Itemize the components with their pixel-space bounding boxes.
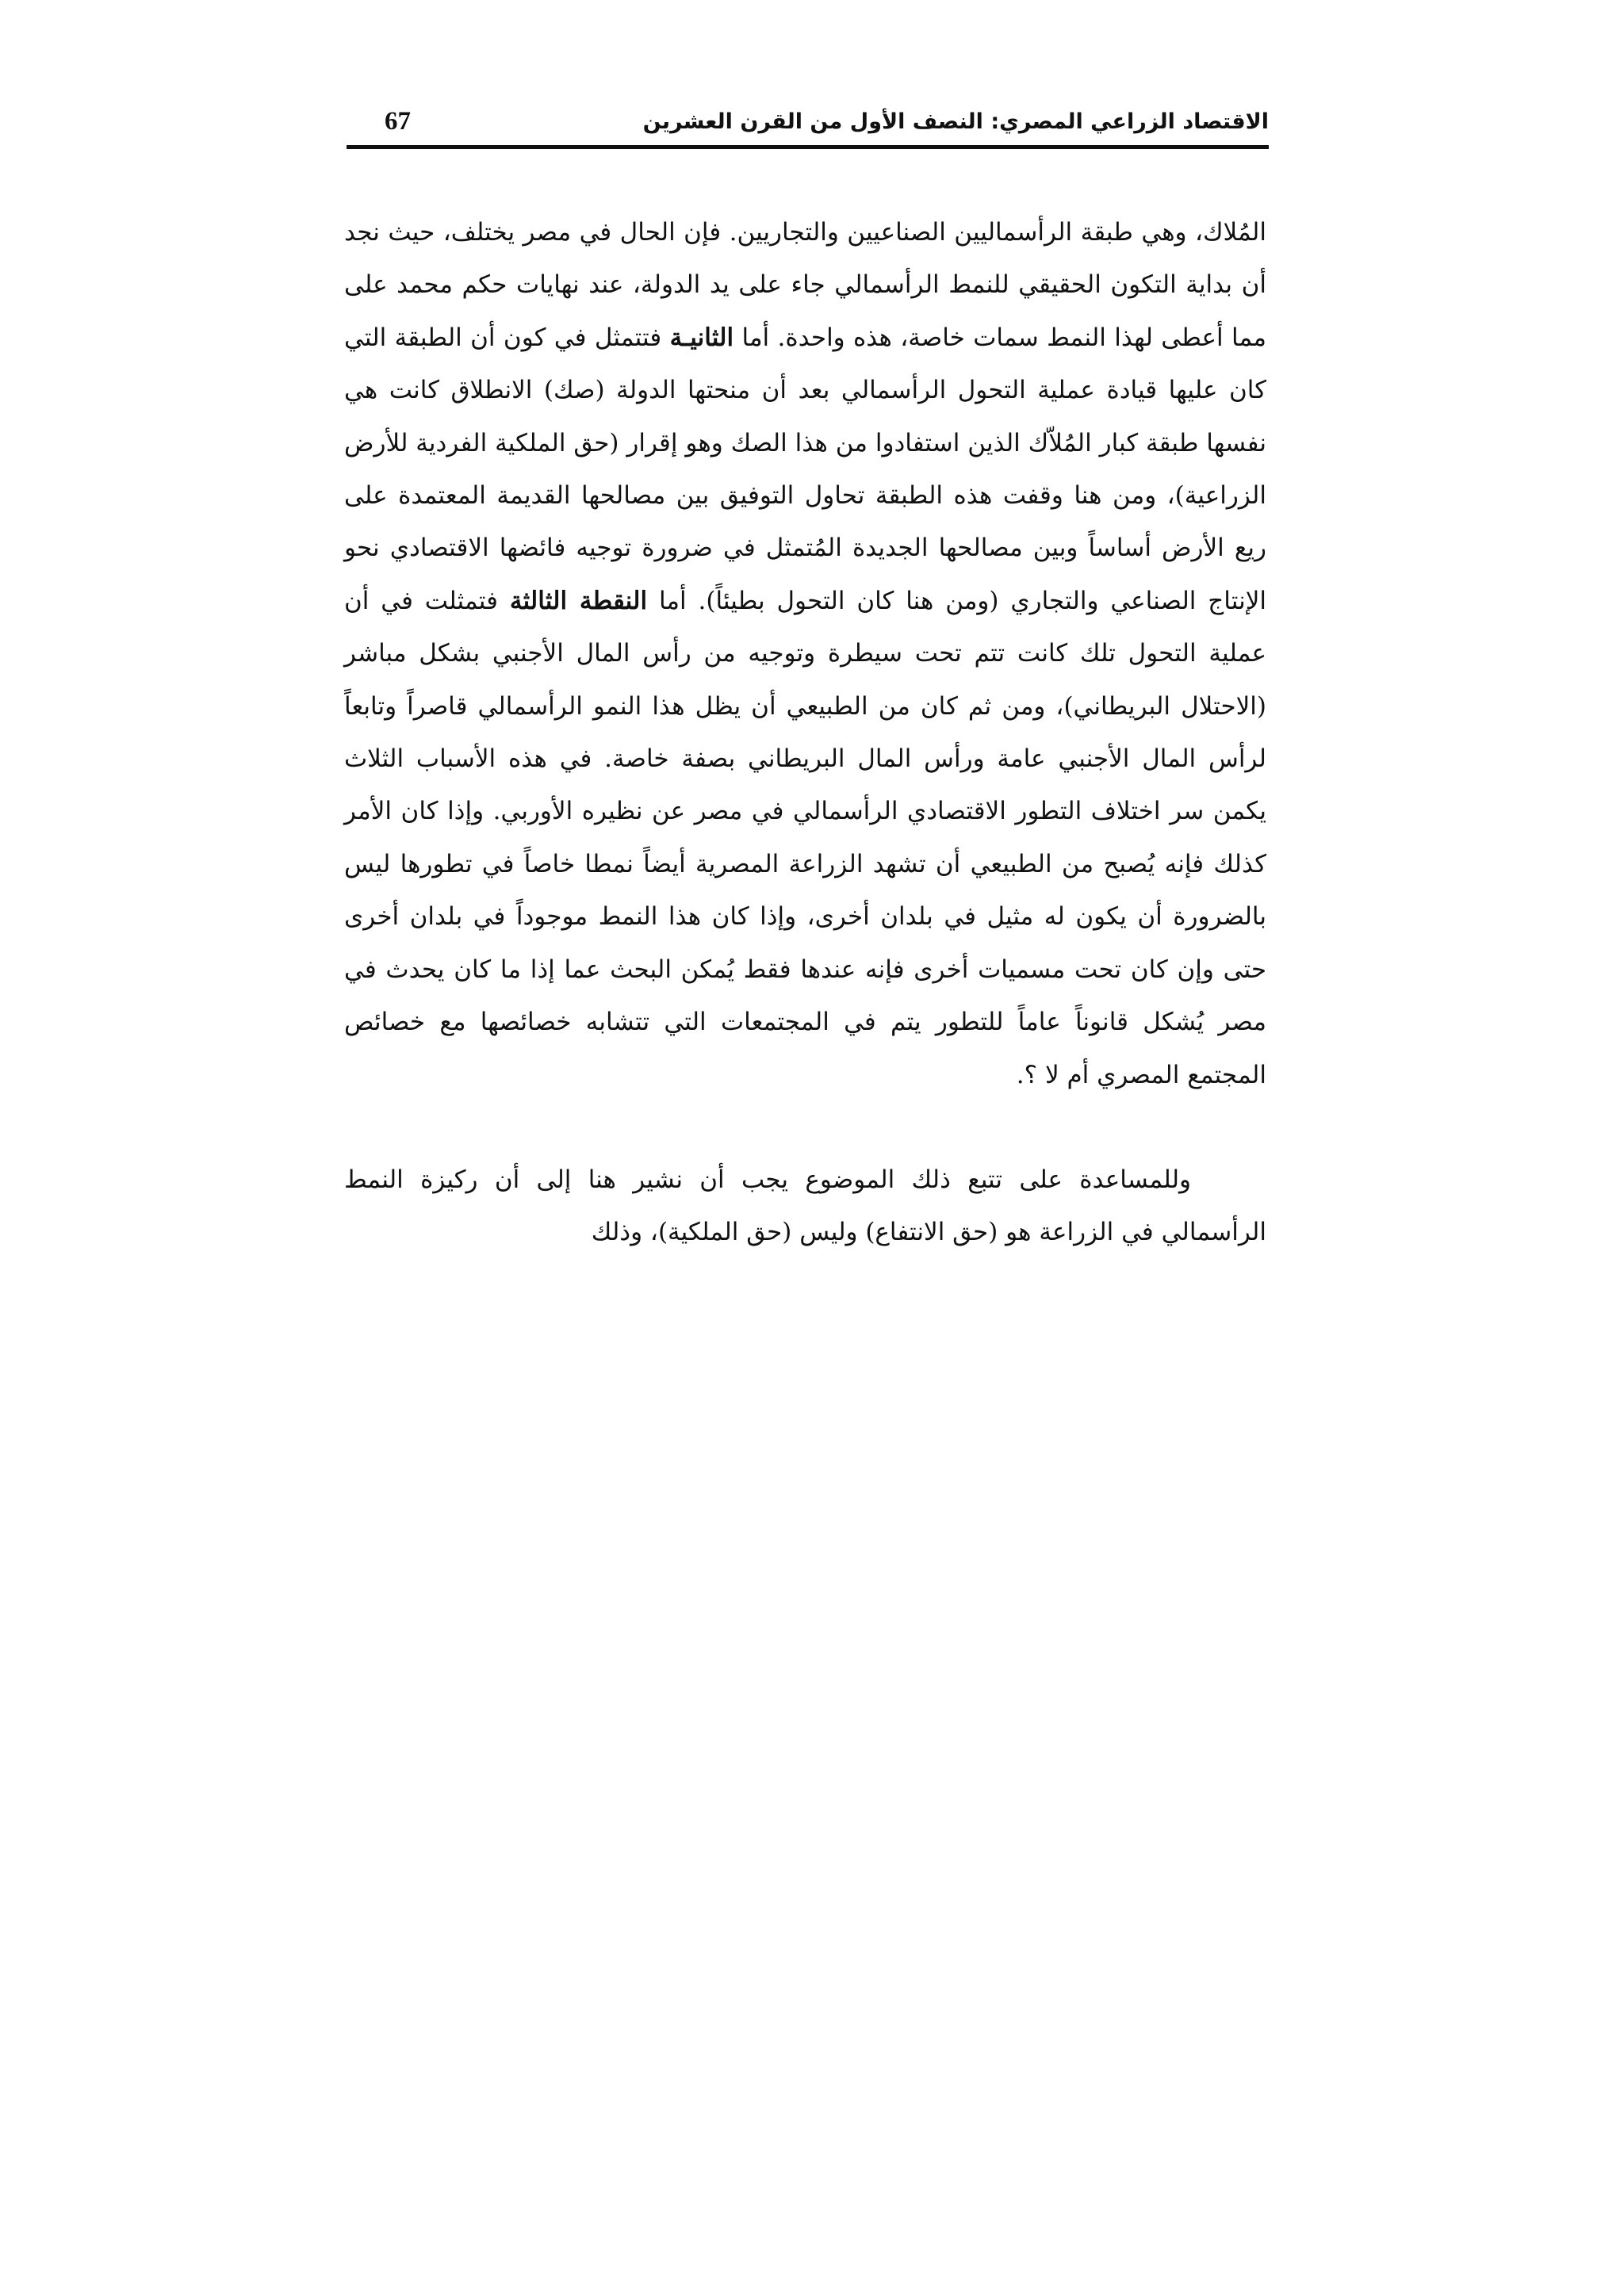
emphasis-third-point: النقطة الثالثة bbox=[509, 586, 648, 615]
paragraph-1-part-1: المُلاك، وهي طبقة الرأسماليين الصناعيين والتجاريين. فإن الحال في مصر يختلف، حيث نجد أن بداية التكون الحقيقي للنمط الرأسمالي جاء على يد الدولة، عند نهايات حكم محمد على مما أعطى لهذا النمط سمات خاصة، هذه واحدة. أما bbox=[344, 218, 1267, 352]
paragraph-2: وللمساعدة على تتبع ذلك الموضوع يجب أن نشير هنا إلى أن ركيزة النمط الرأسمالي في الزراعة هو (حق الانتفاع) وليس (حق الملكية)، وذلك bbox=[344, 1165, 1266, 1247]
page-header bbox=[347, 100, 1269, 149]
paragraph-1-part-2: فتتمثل في كون أن الطبقة التي كان عليها قيادة عملية التحول الرأسمالي بعد أن منحتها الدولة (صك) الانطلاق كانت هي نفسها طبقة كبار المُلاّك الذين استفادوا من هذا الصك وهو إقرار (حق الملكية الفردية للأرض الزراعية)، ومن هنا وقفت هذه الطبقة تحاول التوفيق بين مصالحها القديمة المعتمدة على ريع الأرض أساساً وبين مصالحها الجديدة المُتمثل في ضرورة توجيه فائضها الاقتصادي نحو الإنتاج الصناعي والتجاري (ومن هنا كان التحول بطيئاً). أما bbox=[344, 323, 1267, 615]
page-number: 67 bbox=[385, 107, 411, 136]
running-title: الاقتصاد الزراعي المصري: النصف الأول من القرن العشرين bbox=[642, 109, 1269, 134]
emphasis-second-point: الثانيـة bbox=[669, 323, 734, 352]
body-text bbox=[344, 206, 1266, 1259]
paragraph-1-part-3: فتمثلت في أن عملية التحول تلك كانت تتم تحت سيطرة وتوجيه من رأس المال الأجنبي بشكل مباشر (الاحتلال البريطاني)، ومن ثم كان من الطبيعي أن يظل هذا النمو الرأسمالي قاصراً وتابعاً لرأس المال الأجنبي عامة ورأس المال البريطاني بصفة خاصة. في هذه الأسباب الثلاث يكمن سر اختلاف التطور الاقتصادي الرأسمالي في مصر عن نظيره الأوربي. وإذا كان الأمر كذلك فإنه يُصبح من الطبيعي أن تشهد الزراعة المصرية أيضاً نمطا خاصاً في تطورها ليس بالضرورة أن يكون له مثيل في بلدان أخرى، وإذا كان هذا النمط موجوداً في بلدان أخرى حتى وإن كان تحت مسميات أخرى فإنه عندها فقط يُمكن البحث عما إذا ما كان يحدث في مصر يُشكل قانوناً عاماً للتطور يتم في المجتمعات التي تتشابه خصائصها مع خصائص المجتمع المصري أم لا ؟. bbox=[344, 586, 1266, 1089]
header-rule bbox=[347, 145, 1269, 149]
paragraph-1 bbox=[344, 206, 1266, 1101]
